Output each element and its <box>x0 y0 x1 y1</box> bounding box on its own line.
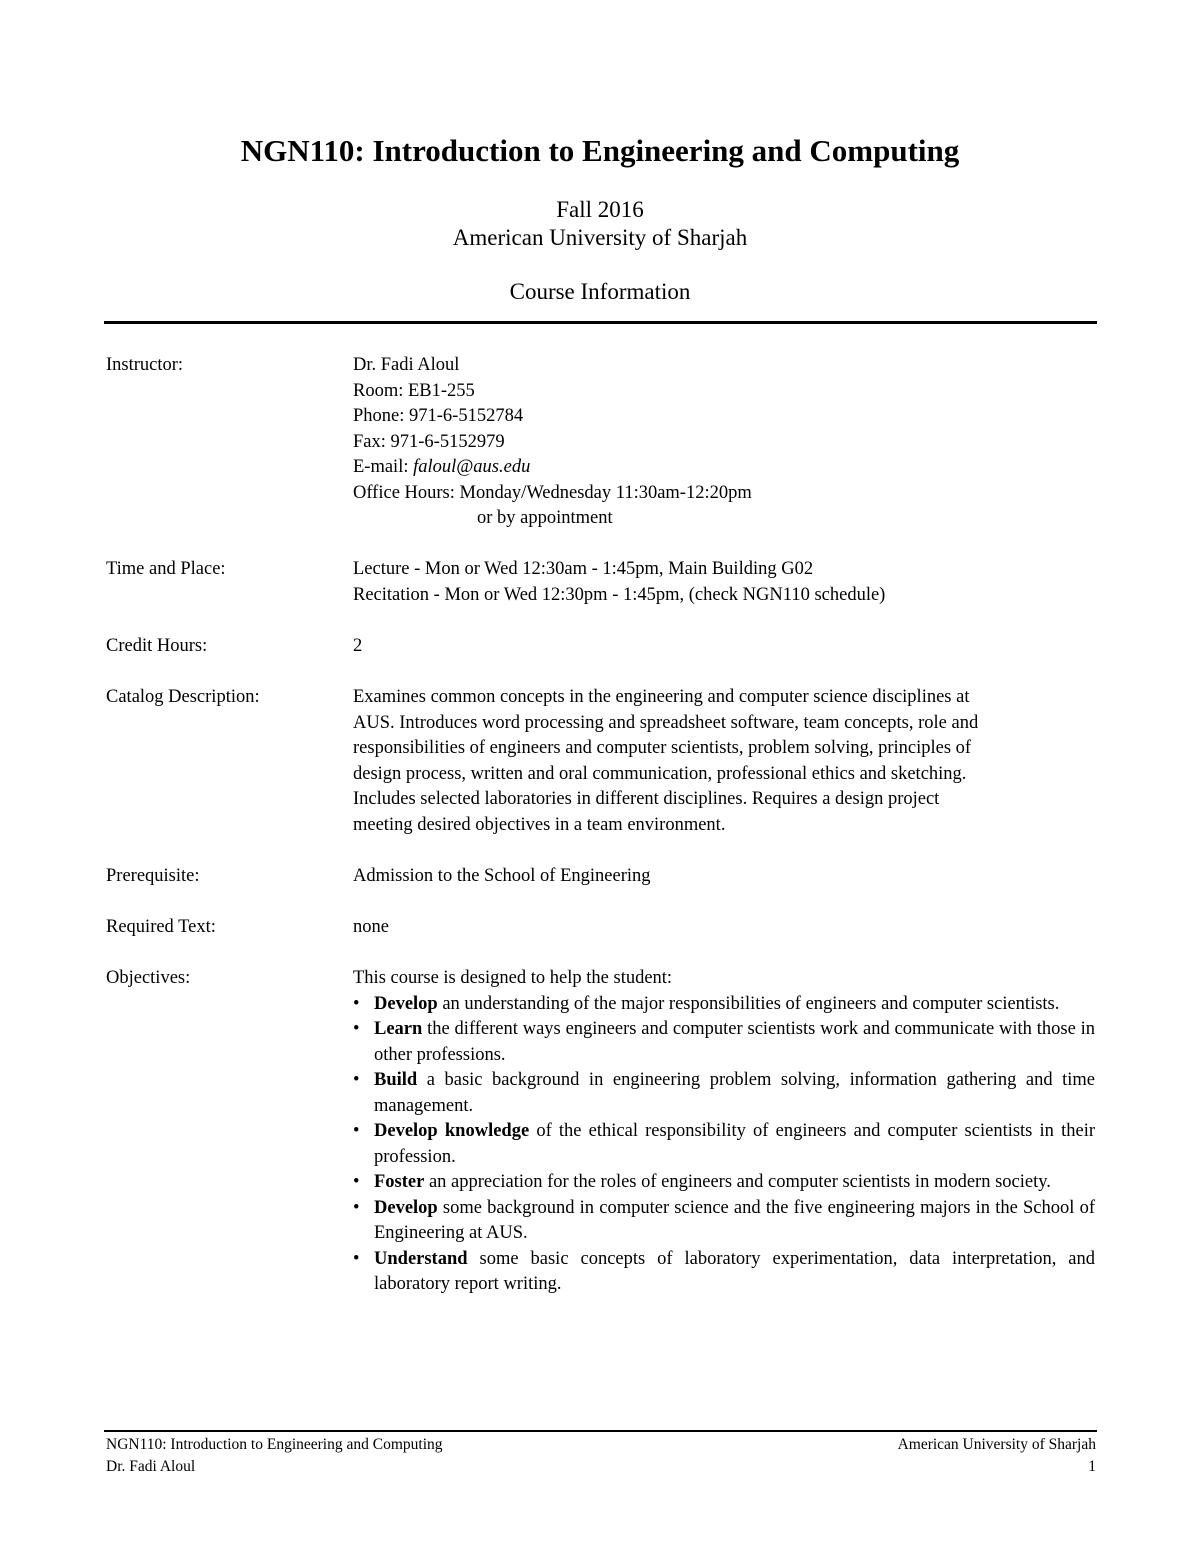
prerequisite-value: Admission to the School of Engineering <box>353 866 651 886</box>
instructor-name: Dr. Fadi Aloul <box>353 355 460 375</box>
recitation-info: Recitation - Mon or Wed 12:30pm - 1:45pm, (check NGN110 schedule) <box>353 584 886 605</box>
objectives-content <box>353 966 1095 1298</box>
email-prefix: E-mail: <box>353 457 414 477</box>
instructor-label: Instructor: <box>106 355 184 375</box>
required-text-label: Required Text: <box>106 917 216 937</box>
time-place-details <box>353 557 1095 608</box>
instructor-phone: Phone: 971-6-5152784 <box>353 406 524 426</box>
bullet-icon: • <box>353 1070 360 1090</box>
university-name: American University of Sharjah <box>452 225 748 250</box>
footer-instructor: Dr. Fadi Aloul <box>106 1458 196 1475</box>
header-divider <box>104 321 1097 324</box>
objective-item: • Understand some basic concepts of laboratory experimentation, data interpretation, and laboratory report writing. <box>353 1248 1095 1294</box>
bullet-icon: • <box>353 1121 360 1141</box>
footer-left <box>106 1434 443 1478</box>
footer-right <box>898 1434 1096 1478</box>
instructor-email-line <box>353 455 1095 481</box>
office-hours: Office Hours: Monday/Wednesday 11:30am-12:20pm <box>353 482 752 503</box>
prerequisite-label: Prerequisite: <box>106 866 200 886</box>
instructor-details <box>353 353 1095 532</box>
term: Fall 2016 <box>556 197 644 222</box>
lecture-info: Lecture - Mon or Wed 12:30am - 1:45pm, Main Building G02 <box>353 559 814 579</box>
objective-item: • Foster an appreciation for the roles of engineers and computer scientists in modern society. <box>353 1170 1095 1196</box>
objective-item: • Build a basic background in engineering problem solving, information gathering and time management. <box>353 1070 1095 1116</box>
section-heading: Course Information <box>509 279 691 304</box>
email-link[interactable]: faloul@aus.edu <box>413 457 531 477</box>
catalog-line: meeting desired objectives in a team environment. <box>353 814 726 835</box>
bullet-icon: • <box>353 1197 360 1218</box>
footer-university: American University of Sharjah <box>897 1436 1096 1453</box>
catalog-line: design process, written and oral communication, professional ethics and sketching. <box>353 763 967 784</box>
objective-item: • Develop an understanding of the major responsibilities of engineers and computer scientists. <box>353 992 1095 1018</box>
objectives-label: Objectives: <box>106 968 191 988</box>
catalog-line: Examines common concepts in the engineering and computer science disciplines at <box>353 687 970 707</box>
bullet-icon: • <box>353 1172 360 1192</box>
page-number: 1 <box>1088 1458 1096 1475</box>
bullet-icon: • <box>353 993 360 1014</box>
time-place-label: Time and Place: <box>106 559 226 579</box>
catalog-label: Catalog Description: <box>106 687 260 707</box>
catalog-line: Includes selected laboratories in different disciplines. Requires a design project <box>353 789 940 809</box>
footer-course-title: NGN110: Introduction to Engineering and Computing <box>106 1436 443 1453</box>
catalog-line: responsibilities of engineers and computer scientists, problem solving, principles of <box>353 738 972 758</box>
bullet-icon: • <box>353 1019 360 1039</box>
objective-item: • Learn the different ways engineers and computer scientists work and communicate with those in other professions. <box>353 1019 1095 1065</box>
bullet-icon: • <box>353 1248 360 1269</box>
instructor-fax: Fax: 971-6-5152979 <box>353 431 505 452</box>
footer-divider <box>104 1430 1097 1432</box>
objective-item: • Develop knowledge of the ethical responsibility of engineers and computer scientists in their profession. <box>353 1121 1096 1167</box>
catalog-description <box>353 685 1095 838</box>
credit-value: 2 <box>353 636 363 656</box>
catalog-line: AUS. Introduces word processing and spreadsheet software, team concepts, role and <box>353 712 979 733</box>
objectives-list <box>353 992 1095 1298</box>
required-text-value: none <box>353 917 389 937</box>
office-hours-alt: or by appointment <box>477 508 613 528</box>
credit-label: Credit Hours: <box>106 636 208 656</box>
objective-item: • Develop some background in computer science and the five engineering majors in the School of Engineering at AUS. <box>353 1197 1095 1243</box>
instructor-room: Room: EB1-255 <box>353 380 475 401</box>
objectives-intro: This course is designed to help the student: <box>353 968 673 988</box>
course-title: NGN110: Introduction to Engineering and Computing <box>240 133 960 168</box>
